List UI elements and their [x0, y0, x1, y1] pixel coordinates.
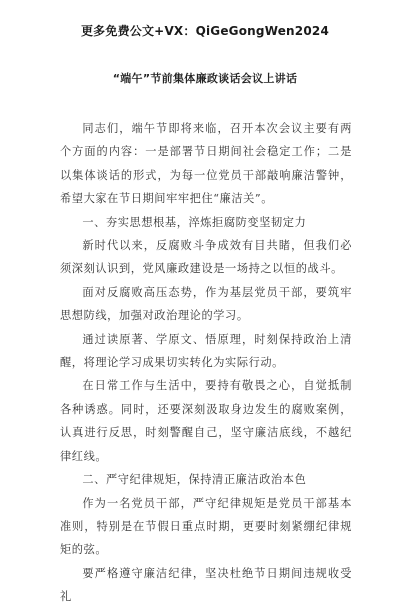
watermark-header: 更多免费公文+VX：QiGeGongWen2024: [80, 24, 329, 38]
document-title: “端午”节前集体廉政谈话会议上讲话: [112, 72, 298, 85]
paragraph: 通过读原著、学原文、悟原理，时刻保持政治上清醒，将理论学习成果切实转化为实际行动。: [60, 332, 352, 370]
document-body: [60, 117, 352, 609]
paragraph: 面对反腐败高压态势，作为基层党员干部，要筑牢思想防线，加强对政治理论的学习。: [60, 285, 352, 323]
section-heading-1: 一、夯实思想根基，淬炼拒腐防变坚韧定力: [82, 215, 307, 229]
paragraph: 在日常工作与生活中，要持有敬畏之心，自觉抵制各种诱惑。同时，还要深刻汲取身边发生的腐败案例，认真进行反思，时刻警醒自己，坚守廉洁底线，不越纪律红线。: [60, 379, 352, 463]
paragraph: 新时代以来，反腐败斗争成效有目共睹，但我们必须深刻认识到，党风廉政建设是一场持之以恒的战斗。: [60, 239, 352, 276]
paragraph-intro: 同志们，端午节即将来临，召开本次会议主要有两个方面的内容：一是部署节日期间社会稳定工作；二是以集体谈话的形式，为每一位党员干部敲响廉洁警钟，希望大家在节日期间牢牢把住“廉洁关”。: [60, 122, 352, 206]
paragraph: 要严格遵守廉洁纪律，坚决杜绝节日期间违规收受礼: [60, 566, 352, 604]
paragraph: 作为一名党员干部，严守纪律规矩是党员干部基本准则，特别是在节假日重点时期，更要时刻紧绷纪律规矩的弦。: [60, 496, 352, 557]
section-heading-2: 二、严守纪律规矩，保持清正廉洁政治本色: [82, 473, 307, 487]
